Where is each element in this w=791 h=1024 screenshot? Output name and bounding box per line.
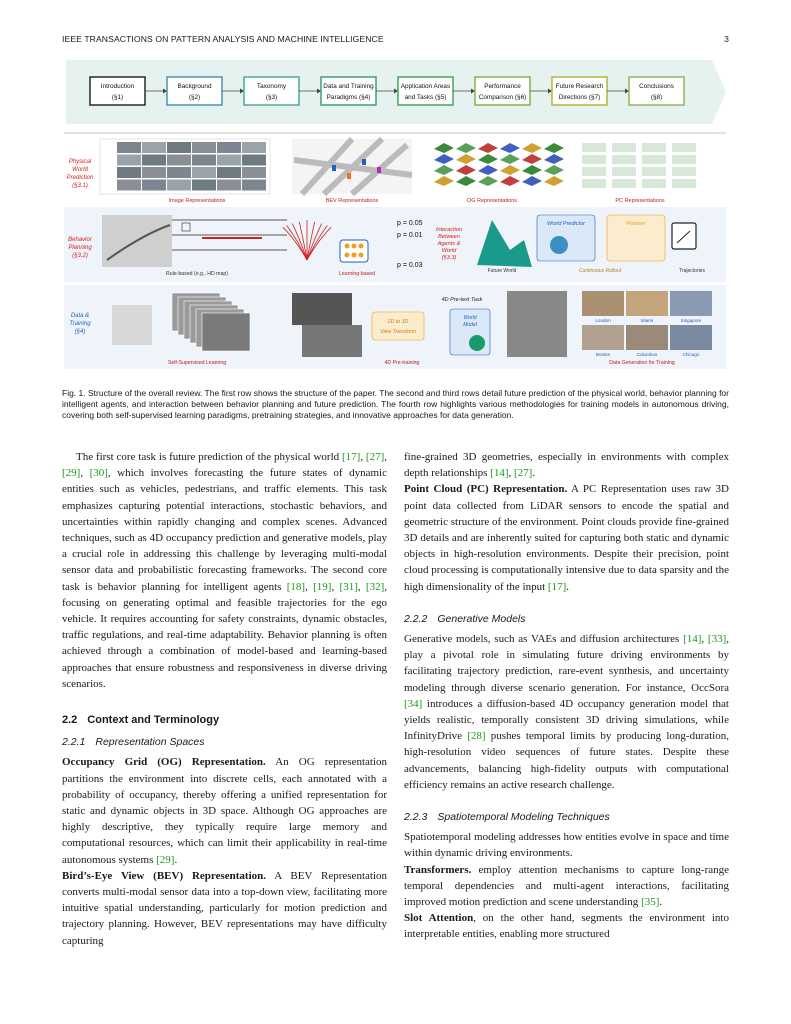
city-label: Singapore — [680, 318, 702, 323]
spatiotemporal-paragraph: Spatiotemporal modeling addresses how entities evolve in space and time within dynamic driving environments. — [404, 831, 729, 860]
caption-rule-based: Rule-based (e.g., HD map) — [166, 271, 228, 277]
section-box-label: Future Research — [555, 83, 604, 90]
generative-paragraph: Generative models, such as VAEs and diffusion architectures [14], [33], play a pivotal role in simulating future driving environments by facilitating trajectory prediction, rare-event synthesis, and uncertainty modeling through diverse scenario generation. For instance, OccSora [34] introduces a diffusion-based 4D occupancy generation model that yields realistic, temporally consistent 3D driving simulations, while InfinityDrive [28] pushes temporal limits by producing long-duration, high-resolution video sequences of future states. Despite these advancements, balancing high-fidelity outputs with computational efficiency remains an active research challenge. — [404, 633, 729, 791]
section-box-label: Application Areas — [400, 83, 451, 90]
section-box — [629, 77, 684, 105]
citation[interactable]: [17] — [341, 451, 361, 463]
pretraining-images — [292, 293, 362, 357]
running-header — [62, 34, 729, 44]
citation[interactable]: [19] — [313, 580, 332, 593]
section-box — [398, 77, 453, 105]
image-representations — [100, 139, 270, 194]
figure-1 — [62, 55, 726, 373]
city-label: Miami — [640, 318, 654, 323]
bev-representations — [292, 139, 412, 194]
caption-trajectories: Trajectories — [679, 268, 705, 274]
og-paragraph: Occupancy Grid (OG) Representation. An OG representation partitions the environment into discrete cells, each annotated with a probability of occupancy, thereby offering a unified representation for static and dynamic objects in 3D space. Although OG approaches are highly descriptive, they typically require large memory and computational resources, which can limit their applicability in real-time autonomous systems [29]. — [62, 756, 387, 866]
planner-label: Planner — [626, 221, 646, 227]
citation[interactable]: [32] — [365, 580, 385, 593]
subsection-heading: 2.2.1 Representation Spaces — [62, 736, 205, 749]
caption-image-repr: Image Representations — [168, 198, 226, 204]
section-box-ref: Paradigms (§4) — [326, 94, 371, 101]
transform-label-2: View Transform — [380, 329, 416, 335]
section-box-label: Introduction — [100, 83, 135, 90]
caption-learning-based: Learning-based — [338, 271, 376, 277]
section-box-label: Data and Training — [323, 83, 374, 90]
city-label: Columbus — [636, 352, 658, 357]
planner-box — [607, 215, 665, 261]
pretext-label: 4D Pre-text Task — [441, 297, 483, 303]
world-predictor-box — [537, 215, 595, 261]
caption-future-world: Future World — [487, 268, 517, 274]
section-box — [244, 77, 299, 105]
citation[interactable]: [14] — [683, 633, 702, 646]
citation[interactable]: [30] — [89, 467, 108, 480]
og-representations — [434, 143, 564, 186]
section-box-ref: (§8) — [650, 94, 663, 101]
citation[interactable]: [29] — [156, 853, 175, 866]
left-column — [62, 449, 387, 949]
bev-continued: fine-grained 3D geometries, especially in environments with complex depth relationships [14], [27]. — [404, 451, 729, 480]
section-box — [167, 77, 222, 105]
citation[interactable]: [14] — [490, 467, 509, 480]
section-heading: 2.2 Context and Terminology — [62, 714, 220, 727]
right-column — [404, 449, 729, 943]
slot-attention-paragraph: Slot Attention, on the other hand, segments the environment into interpretable entities, enabling more structured — [404, 912, 729, 941]
section-box-ref: and Tasks (§5) — [404, 94, 447, 101]
section-box-ref: (§3) — [265, 94, 278, 101]
section-box-label: Background — [177, 83, 212, 90]
bev-paragraph: Bird’s-Eye View (BEV) Representation. A BEV Representation converts multi-modal sensor data into a top-down view, facilitating more intuitive spatial understanding, particularly for motion prediction and trajectory planning. However, BEV representations may have difficulty capturing — [62, 869, 387, 947]
citation[interactable]: [31] — [339, 580, 358, 593]
city-label: London — [595, 318, 611, 323]
trajectory-icon — [672, 223, 696, 249]
caption-data-generation: Data Generation for Training — [609, 360, 675, 366]
prob-3: p = 0.03 — [397, 262, 423, 269]
citation[interactable]: [34] — [404, 697, 423, 710]
world-model-label-2: Model — [463, 322, 477, 328]
view-transform-box — [372, 312, 424, 340]
citation[interactable]: [33] — [707, 633, 727, 646]
row4-label: Data & Training (§4) — [69, 313, 91, 335]
section-box — [475, 77, 530, 105]
citation[interactable]: [27] — [513, 467, 533, 480]
section-box-label: Taxonomy — [256, 83, 287, 90]
section-box-ref: Comparison (§6) — [478, 94, 527, 101]
journal-title: IEEE TRANSACTIONS ON PATTERN ANALYSIS AND MACHINE INTELLIGENCE — [62, 34, 384, 44]
citation[interactable]: [29] — [62, 467, 81, 480]
section-box-label: Performance — [484, 83, 521, 90]
citation[interactable]: [27] — [365, 451, 385, 463]
pretext-images — [507, 291, 567, 357]
section-box — [321, 77, 376, 105]
city-label: Boston — [595, 352, 611, 357]
caption-continuous-rollout: Continuous Rollout — [578, 268, 622, 274]
section-box — [90, 77, 145, 105]
caption-bev-repr: BEV Representations — [325, 198, 379, 204]
prob-2: p = 0.01 — [397, 232, 423, 239]
svg-text:PhysicalWorldPrediction(§3.1): Physical World Prediction (§3.1) — [66, 159, 94, 189]
row2-label — [67, 159, 94, 189]
citation[interactable]: [18] — [286, 580, 306, 593]
transform-label-1: 2D to 3D — [387, 319, 409, 325]
section-box-label: Conclusions — [639, 83, 674, 90]
citation[interactable]: [17] — [547, 580, 567, 593]
caption-pc-repr: PC Representations — [615, 198, 665, 204]
pc-representations — [582, 143, 696, 188]
transformers-paragraph: Transformers. employ attention mechanisms to capture long-range temporal dependencies and multi-agent interactions, facilitating improved motion prediction and scene understanding [35]. — [404, 863, 729, 909]
caption-ssl: Self-Supervised Learning — [167, 360, 227, 366]
row3-label: Behavior Planning (§3.2) — [68, 237, 92, 259]
world-model-box — [450, 309, 490, 355]
intro-paragraph: The first core task is future prediction of the physical world [17], [27], [29], [30], which involves forecasting the future states of dynamic entities such as vehicles, pedestrians, and traffic elements. This task emphasizes capturing potential interactions, stochastic behaviors, and uncertainties within rapidly changing and complex scenes. Advanced techniques, such as 4D occupancy prediction and generative models, play a crucial role in addressing this challenge by leveraging multi-modal sensor data and probabilistic forecasting frameworks. The second core task is behavior planning for intelligent agents [18], [19], [31], [32], focusing on generating optimal and feasible trajectories for the ego vehicle. It requires accounting for safety constraints, dynamic obstacles, traffic regulations, and real-time adaptability. Behavior planning is often achieved through a combination of model-based and learning-based approaches that ensure robustness and responsiveness in diverse driving scenarios. — [62, 451, 387, 690]
figure-caption: Fig. 1. Structure of the overall review. The first row shows the structure of the paper. The second and third rows detail future prediction of the physical world, behavior planning for intelligent agents, and interaction between behavior planning and future prediction. The fourth row highlights various methodologies for training models in autonomous driving, covering both self-supervised learning paradigms, pretraining strategies, and innovative approaches for data generation. — [62, 388, 729, 421]
section-box — [552, 77, 607, 105]
page-number: 3 — [724, 34, 729, 44]
world-model-label-1: World — [463, 315, 477, 321]
citation[interactable]: [35] — [641, 896, 660, 909]
caption-4d-pretraining: 4D Pre-training — [384, 360, 420, 366]
section-box-ref: Directions (§7) — [558, 94, 601, 101]
city-label: Chicago — [682, 352, 700, 357]
world-predictor-label: World Predictor — [547, 221, 585, 227]
prob-1: p = 0.05 — [397, 220, 423, 227]
section-box-ref: (§2) — [188, 94, 201, 101]
subsection-heading: 2.2.2 Generative Models — [404, 612, 526, 625]
subsection-heading: 2.2.3 Spatiotemporal Modeling Techniques — [404, 811, 610, 824]
section-box-ref: (§1) — [111, 94, 124, 101]
caption-og-repr: OG Representations — [466, 198, 518, 204]
interaction-label: Interaction Between Agents & World (§3.3) — [435, 227, 463, 261]
citation[interactable]: [28] — [467, 730, 486, 743]
neural-net-icon — [340, 240, 368, 262]
pc-paragraph: Point Cloud (PC) Representation. A PC Representation uses raw 3D point data collected from LiDAR sensors to encode the spatial and geometric structure of the environment. Point clouds provide fine-grained 3D details and are inherently suited for capturing both static and dynamic objects in high-resolution environments. Despite their precision, point cloud processing is computationally intensive due to data sparsity and the high dimensionality of the input [17]. — [404, 483, 729, 593]
